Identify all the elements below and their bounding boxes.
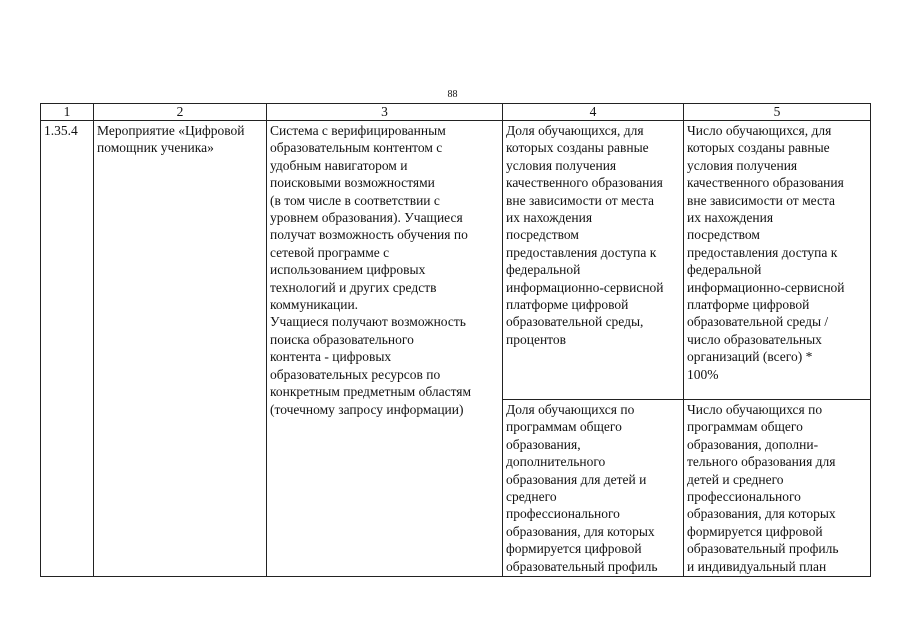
header-col-2: 2 — [94, 104, 267, 121]
row-number-cell: 1.35.4 — [41, 121, 94, 577]
description-cell: Система с верифицированным образовательным контентом с удобным навигатором и поисковыми возможностями (в том числе в соответствии с уровнем образования). Учащиеся получат возможность обучения по сетевой программе с использованием цифровых технологий и других средств коммуникации. Учащиеся получают возможность поиска образовательного контента - цифровых образовательных ресурсов по конкретным предметным областям (точечному запросу информации) — [267, 121, 503, 577]
event-name-cell: Мероприятие «Цифровой помощник ученика» — [94, 121, 267, 577]
indicator-name-cell: Доля обучающихся по программам общего образования, дополнительного образования для детей и среднего профессионального образования, для которых формируется цифровой образовательный профиль — [503, 400, 684, 577]
table-header-row — [41, 104, 871, 121]
indicator-name-cell: Доля обучающихся, для которых созданы равные условия получения качественного образования вне зависимости от места их нахождения посредством предоставления доступа к федеральной информационно-сервисной платформе цифровой образовательной среды, процентов — [503, 121, 684, 400]
header-col-3: 3 — [267, 104, 503, 121]
header-col-4: 4 — [503, 104, 684, 121]
document-table — [40, 103, 871, 577]
page-number: 88 — [447, 89, 458, 100]
table-row — [41, 121, 871, 400]
indicator-formula-cell: Число обучающихся, для которых созданы равные условия получения качественного образования вне зависимости от места их нахождения посредством предоставления доступа к федеральной информационно-сервисной платформе цифровой образовательной среды / число образовательных организаций (всего) * 100% — [684, 121, 871, 400]
header-col-5: 5 — [684, 104, 871, 121]
header-col-1: 1 — [41, 104, 94, 121]
indicator-formula-cell: Число обучающихся по программам общего образования, дополни- тельного образования для детей и среднего профессионального образования, для которых формируется цифровой образовательный профиль и индивидуальный план — [684, 400, 871, 577]
